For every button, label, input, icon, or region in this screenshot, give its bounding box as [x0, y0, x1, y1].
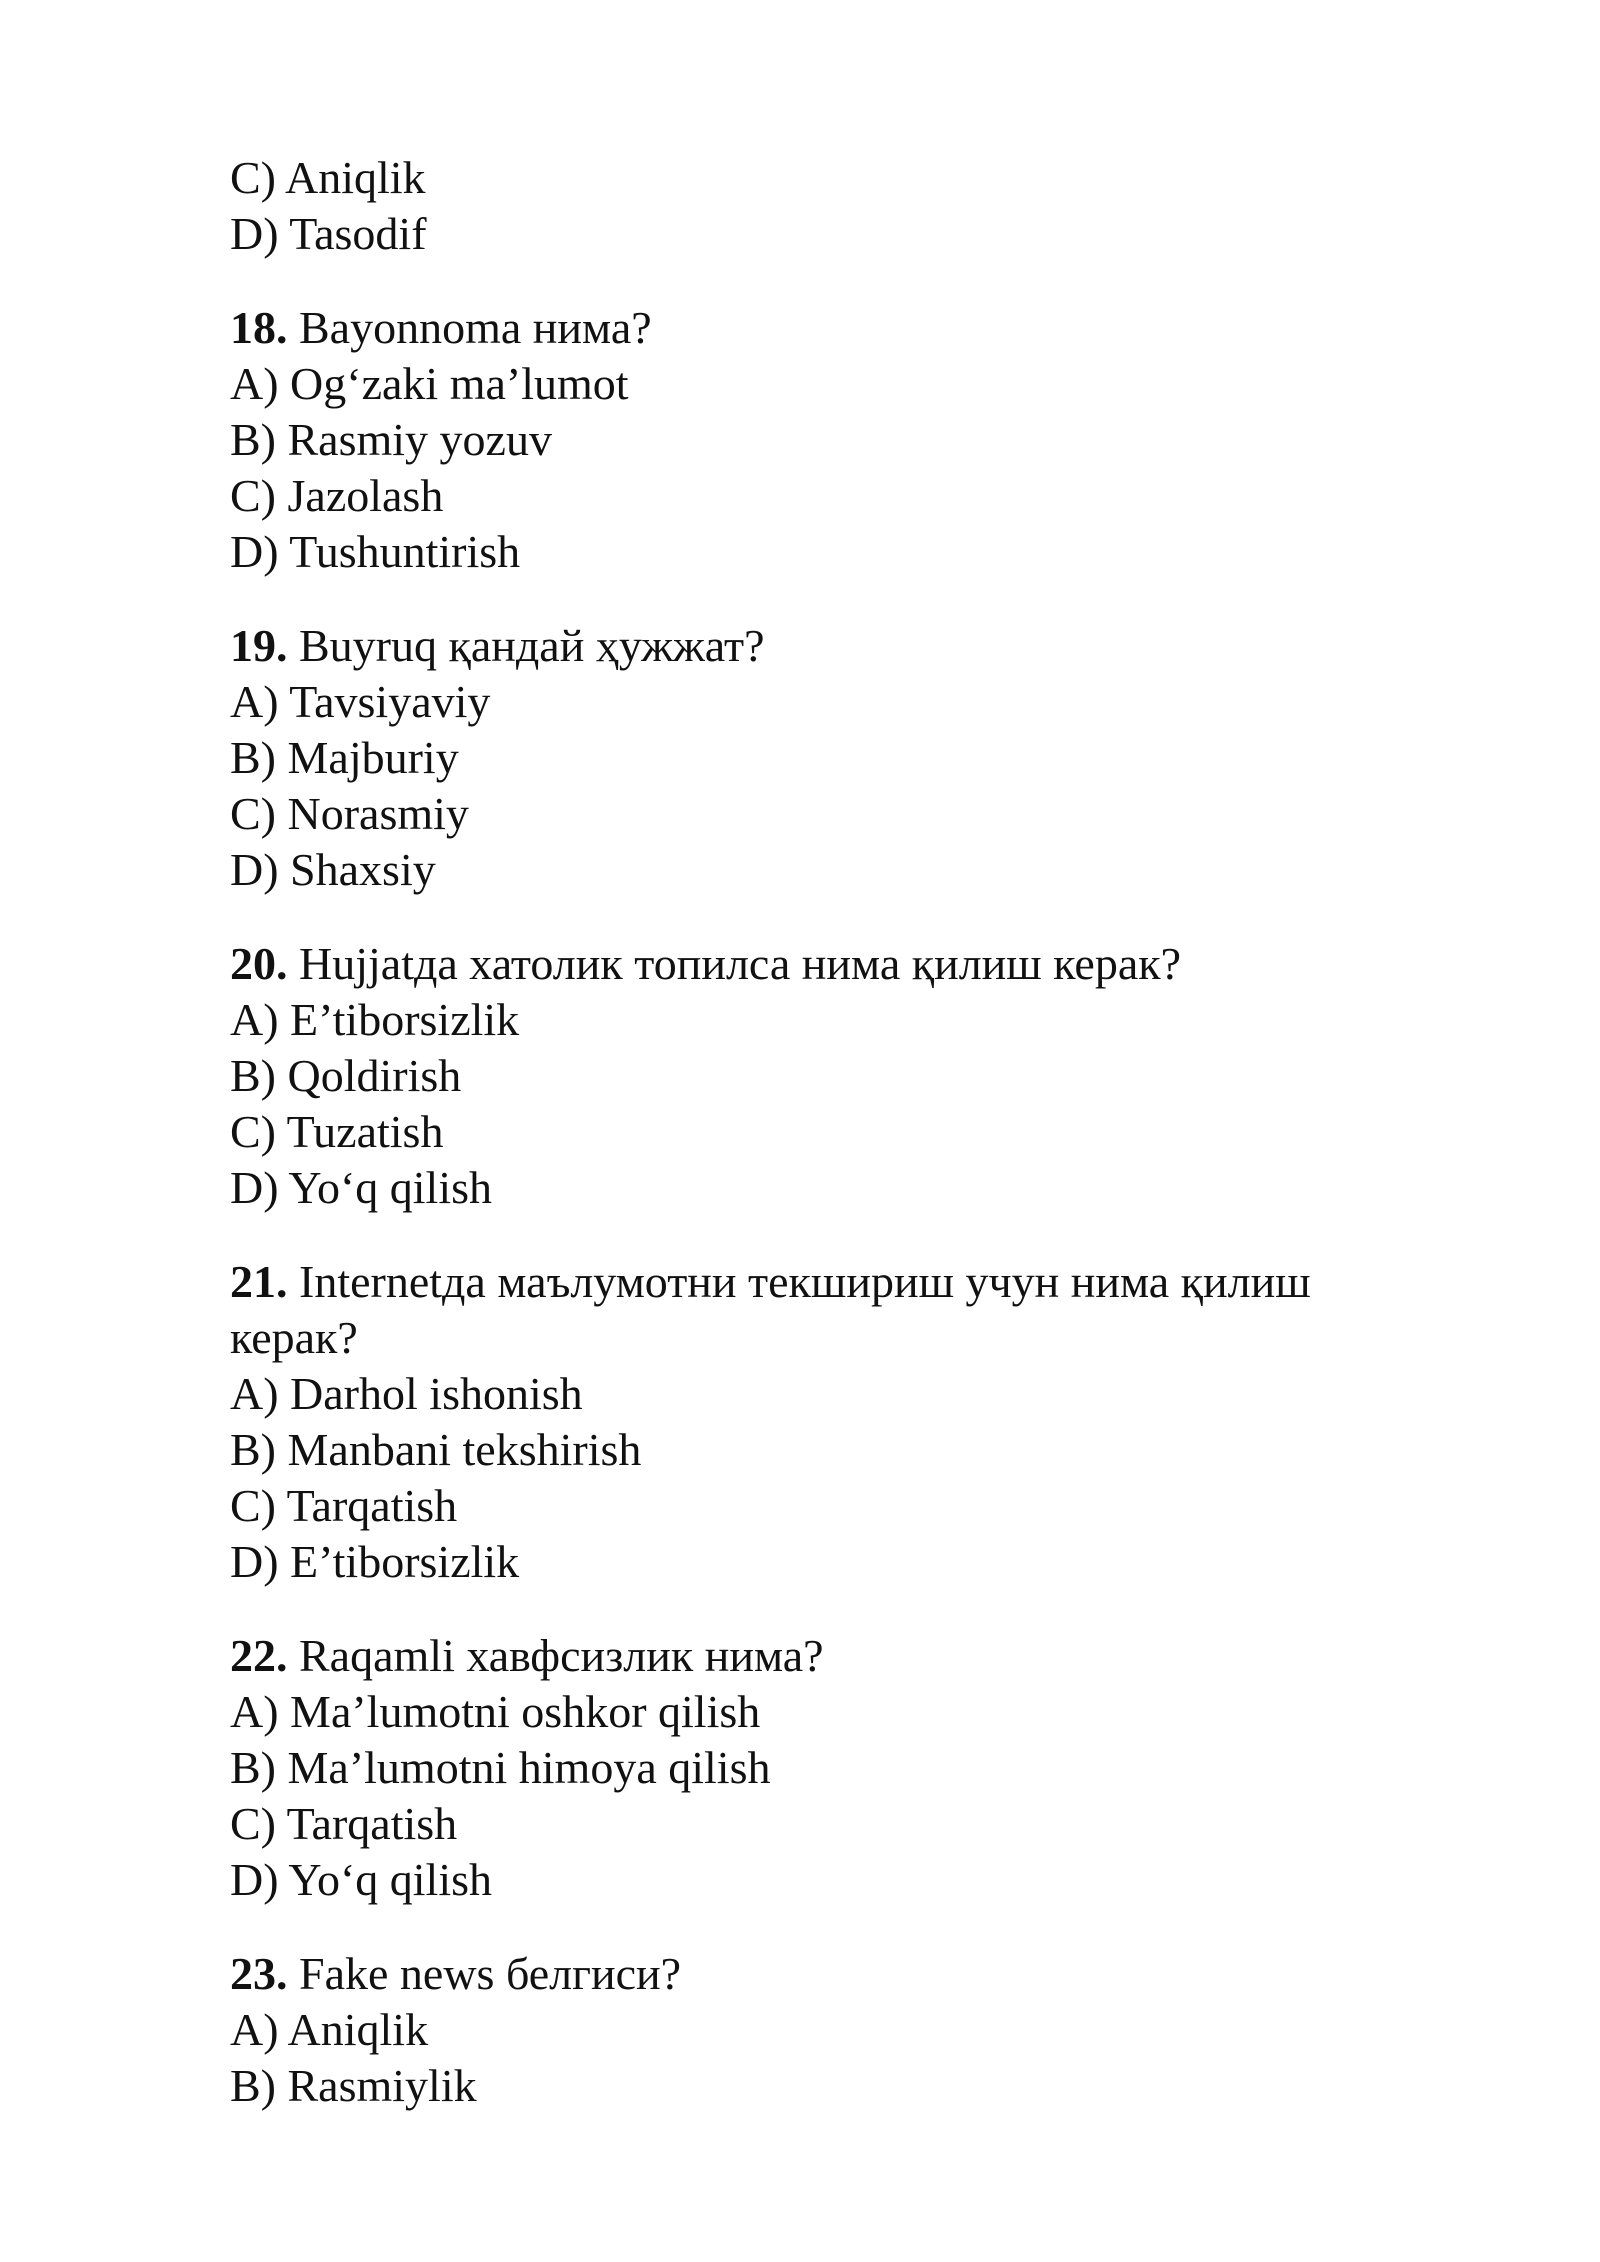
question-text: [230, 1254, 1410, 1366]
option-d: [230, 524, 1430, 580]
option-text: Manbani tekshirish: [287, 1424, 642, 1475]
option-text: E’tiborsizlik: [290, 1536, 520, 1587]
option-letter: A): [230, 676, 279, 727]
question-23: [230, 1946, 1430, 2114]
option-d: [230, 206, 1430, 262]
option-d: [230, 1852, 1430, 1908]
option-letter: A): [230, 994, 279, 1045]
question-prompt: Bayonnoma нима?: [299, 302, 652, 353]
question-prompt: Fake news белгиси?: [299, 1948, 682, 1999]
option-a: [230, 674, 1430, 730]
option-text: Yo‘q qilish: [288, 1162, 493, 1213]
option-c: [230, 1796, 1430, 1852]
option-text: E’tiborsizlik: [290, 994, 520, 1045]
option-b: [230, 2058, 1430, 2114]
option-letter: B): [230, 1742, 276, 1793]
question-19: [230, 618, 1430, 898]
option-c: [230, 786, 1430, 842]
option-letter: B): [230, 732, 276, 783]
option-a: [230, 2002, 1430, 2058]
option-text: Rasmiy yozuv: [287, 414, 552, 465]
option-b: [230, 412, 1430, 468]
question-prompt: Buyruq қандай ҳужжат?: [299, 620, 765, 671]
document-page: [230, 150, 1430, 2152]
option-text: Aniqlik: [287, 2004, 429, 2055]
option-c: [230, 1104, 1430, 1160]
option-letter: C): [230, 470, 276, 521]
option-d: [230, 1160, 1430, 1216]
question-20: [230, 936, 1430, 1216]
question-text: [230, 1628, 1430, 1684]
option-a: [230, 1366, 1430, 1422]
leading-options: [230, 150, 1430, 262]
option-letter: A): [230, 1686, 279, 1737]
option-a: [230, 1684, 1430, 1740]
option-text: Og‘zaki ma’lumot: [290, 358, 629, 409]
option-letter: C): [230, 788, 276, 839]
option-letter: D): [230, 1536, 279, 1587]
option-letter: B): [230, 2060, 276, 2111]
question-text: [230, 618, 1430, 674]
question-number: 18.: [230, 302, 288, 353]
option-a: [230, 992, 1430, 1048]
option-letter: C): [230, 1480, 276, 1531]
question-text: [230, 300, 1430, 356]
option-letter: C): [230, 1798, 276, 1849]
option-c: [230, 1478, 1430, 1534]
option-b: [230, 1740, 1430, 1796]
option-text: Qoldirish: [287, 1050, 462, 1101]
option-letter: D): [230, 1162, 279, 1213]
option-text: Tarqatish: [286, 1798, 458, 1849]
option-text: Tushuntirish: [289, 526, 521, 577]
option-c: [230, 150, 1430, 206]
option-letter: D): [230, 526, 279, 577]
option-letter: A): [230, 2004, 279, 2055]
option-text: Aniqlik: [284, 152, 426, 203]
question-21: [230, 1254, 1430, 1590]
question-number: 22.: [230, 1630, 288, 1681]
option-letter: B): [230, 1424, 276, 1475]
option-b: [230, 1422, 1430, 1478]
option-c: [230, 468, 1430, 524]
option-letter: D): [230, 208, 279, 259]
question-prompt: Internetда маълумотни текшириш учун нима қилиш керак?: [230, 1256, 1311, 1363]
option-d: [230, 1534, 1430, 1590]
question-number: 23.: [230, 1948, 288, 1999]
question-22: [230, 1628, 1430, 1908]
option-text: Norasmiy: [287, 788, 469, 839]
option-letter: A): [230, 358, 279, 409]
option-text: Tasodif: [289, 208, 427, 259]
option-text: Tuzatish: [286, 1106, 444, 1157]
option-letter: B): [230, 414, 276, 465]
option-letter: B): [230, 1050, 276, 1101]
option-b: [230, 1048, 1430, 1104]
option-text: Majburiy: [287, 732, 459, 783]
option-letter: A): [230, 1368, 279, 1419]
question-text: [230, 1946, 1430, 2002]
option-text: Ma’lumotni himoya qilish: [287, 1742, 771, 1793]
question-18: [230, 300, 1430, 580]
question-prompt: Raqamli хавфсизлик нима?: [299, 1630, 824, 1681]
question-text: [230, 936, 1430, 992]
option-text: Yo‘q qilish: [288, 1854, 493, 1905]
option-text: Jazolash: [287, 470, 444, 521]
option-text: Tarqatish: [286, 1480, 458, 1531]
option-text: Ma’lumotni oshkor qilish: [290, 1686, 761, 1737]
option-letter: C): [230, 1106, 276, 1157]
question-number: 20.: [230, 938, 288, 989]
option-letter: D): [230, 1854, 279, 1905]
option-letter: C): [230, 152, 276, 203]
option-text: Rasmiylik: [287, 2060, 477, 2111]
option-letter: D): [230, 844, 279, 895]
question-number: 19.: [230, 620, 288, 671]
option-text: Tavsiyaviy: [289, 676, 491, 727]
option-d: [230, 842, 1430, 898]
question-prompt: Hujjatда хатолик топилса нима қилиш керак?: [299, 938, 1182, 989]
option-text: Darhol ishonish: [290, 1368, 583, 1419]
option-b: [230, 730, 1430, 786]
question-number: 21.: [230, 1256, 288, 1307]
option-a: [230, 356, 1430, 412]
option-text: Shaxsiy: [290, 844, 436, 895]
